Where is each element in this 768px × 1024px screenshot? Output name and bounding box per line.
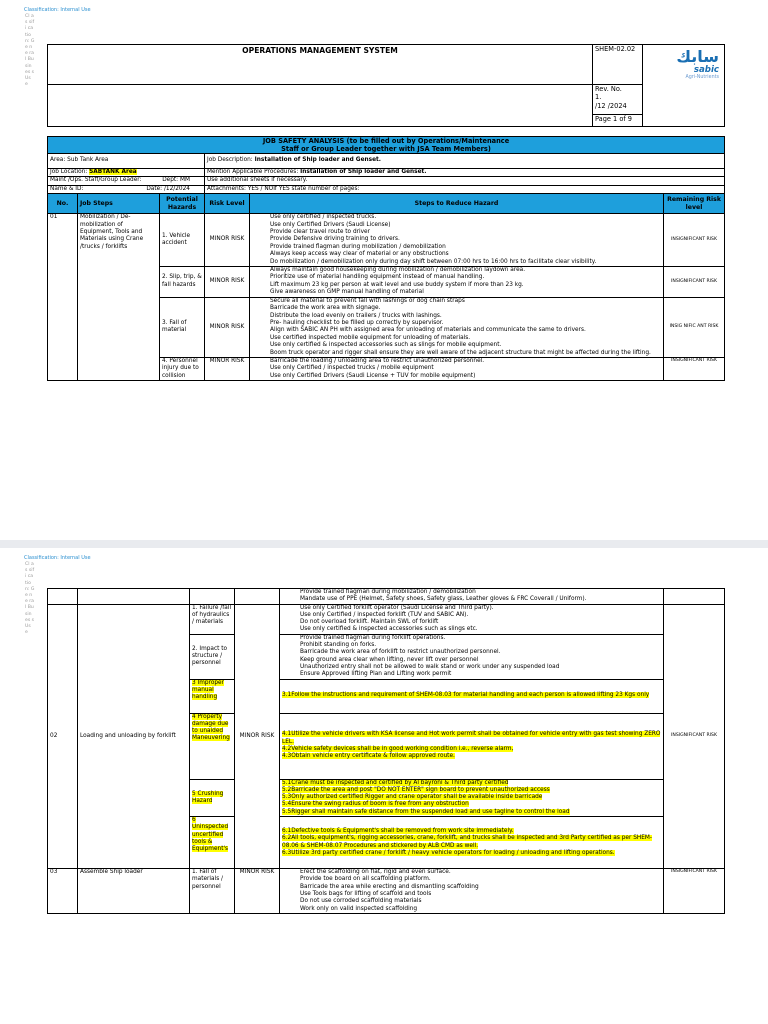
control-step (282, 642, 661, 649)
hazard-controls (280, 634, 664, 679)
column-header-reduce: Steps to Reduce Hazard (250, 194, 664, 214)
remaining-risk: INSIGNIFICANT RISK (664, 869, 725, 914)
risk-level: MINOR RISK (235, 604, 280, 868)
hazard-controls (280, 713, 664, 779)
control-step-number (252, 289, 270, 296)
job-step: Mobilization / De-mobilization of Equipment, Tools and Materials using Crane /trucks / forklifts (78, 214, 160, 381)
hazard: 6 Uninspected uncertified tools & Equipment's (190, 817, 235, 869)
control-step-number (282, 898, 300, 905)
control-step (282, 589, 661, 596)
doc-number: SHEM-02.02 (593, 45, 643, 85)
control-step (282, 794, 661, 801)
jsa-title: JOB SAFETY ANALYSIS (to be filled out by Operations/Maintenance Staff or Group Leader together with JSA Team Members) (48, 137, 725, 154)
hazard: 3. Fall of material (160, 297, 205, 357)
control-step-text: 5.3Only authorized certified Rigger and crane operator shall be available inside barricade (282, 794, 543, 801)
control-step-number (252, 259, 270, 266)
control-step-text: Use only Certified / inspected forklift (TUV and SABIC AN). (300, 611, 469, 618)
control-step-text: Use only Certified forklift operator (Saudi License and Third party). (300, 604, 494, 611)
control-step (252, 274, 661, 281)
job-description-field: Job Description: Installation of Ship loader and Genset. (205, 154, 725, 169)
additional-sheets-note: Use additional sheets if necessary. (205, 177, 725, 185)
control-step-number (252, 320, 270, 327)
control-step-text: Lift maximum 23 kg per person at wait level and use buddy system if more than 23 kg. (270, 281, 524, 288)
control-step-number (252, 335, 270, 342)
hazard: 2. Impact to structure / personnel (190, 634, 235, 679)
remaining-risk: INSIGNIFICANT RISK (664, 214, 725, 267)
control-step-number (282, 589, 300, 596)
control-step-text: Boom truck operator and rigger shall ensure they are well aware of the adjacent structure that might be affected during the lifting. (270, 349, 651, 356)
column-header-steps: Job Steps (78, 194, 160, 214)
hazard-controls (250, 297, 664, 357)
control-step-text: Prohibit standing on forks. (300, 642, 377, 649)
control-step (282, 828, 661, 835)
control-step-text: 4.2Vehicle safety devices shall be in good working condition i.e., reverse alarm, (282, 746, 514, 753)
control-step (282, 884, 661, 891)
control-step (282, 605, 661, 612)
control-step-number (252, 222, 270, 229)
risk-level: MINOR RISK (235, 869, 280, 914)
page-number: Page 1 of 9 (593, 115, 643, 127)
document-subtitle (48, 85, 593, 127)
control-step (282, 876, 661, 883)
hazard: 3 Improper manual handling (190, 679, 235, 713)
page-separator (0, 540, 768, 548)
job-step: Loading and unloading by forklift (78, 604, 190, 868)
remaining-risk: INSIGNIFICANT RISK (664, 357, 725, 380)
hazard: 2. Slip, trip, & fall hazards (160, 267, 205, 298)
control-step-text: Provide clear travel route to driver (270, 229, 371, 236)
control-step (252, 305, 661, 312)
classification-side-strip: Cl as sifi ca tio n: Ge ne ral Bu sin es s Us e (25, 562, 35, 636)
control-step-text: Use only Certified Drivers (Saudi License + TUV for mobile equipment) (270, 372, 476, 379)
control-step-number (252, 282, 270, 289)
area-field: Area: Sub Tank Area (48, 154, 205, 169)
risk-level: MINOR RISK (205, 214, 250, 267)
control-step (252, 298, 661, 305)
control-step-text: Provide trained flagman during mobilization / demobilization (270, 243, 446, 250)
control-step-text: Barricade the work area with signage. (270, 305, 381, 312)
control-step-number (252, 373, 270, 380)
staff-dept-field: Maint /Ops. Staff/Group Leader: Dept: MM (48, 177, 205, 185)
control-step (282, 635, 661, 642)
control-step-number (282, 619, 300, 626)
jsa-table (47, 136, 725, 381)
control-step-text: Prioritize use of material handling equipment instead of manual handling. (270, 274, 485, 281)
control-step (282, 657, 661, 664)
control-step-text: Use only Certified / inspected trucks / mobile equipment (270, 365, 434, 372)
control-step (282, 906, 661, 913)
remaining-risk: INSIG NIFIC ANT RISK (664, 297, 725, 357)
control-step-text: 6.2All tools, equipment's, rigging accessories, crane, forklift, and trucks shall be inspected and 3rd Party certified as per SHEM-08.06 & SHEM-08.07 Procedures and stickered by ALB CMD as well. (282, 835, 652, 849)
classification-label: Classification: Internal Use (24, 7, 91, 13)
control-step-number (252, 298, 270, 305)
control-step-number (282, 612, 300, 619)
control-step (282, 787, 661, 794)
hazard: 5 Crushing Hazard (190, 779, 235, 816)
control-step-number (282, 906, 300, 913)
control-step-text: Do not overload forklift. Maintain SWL of forklift (300, 619, 439, 626)
control-step-text: 5.2Barricade the area and post "DO NOT ENTER" sign board to prevent unauthorized access (282, 786, 550, 793)
hazard: 1. Failure /fall of hydraulics / materials (190, 604, 235, 634)
control-step-text: Barricade the work area of forklift to restrict unauthorized personnel. (300, 649, 501, 656)
row-number: 03 (48, 869, 78, 914)
control-step (282, 869, 661, 876)
control-step (252, 236, 661, 243)
control-step (282, 731, 661, 746)
control-step-text: 4.3Obtain vehicle entry certificate & follow approved route. (282, 753, 455, 760)
control-step-text: 4.1Utilize the vehicle drivers with KSA license and Hot work permit shall be obtained for vehicle entry with gas test showing ZERO LEL. (282, 731, 661, 745)
control-step-number (282, 884, 300, 891)
hazard: 1. Vehicle accident (160, 214, 205, 267)
control-step (252, 373, 661, 380)
control-step-number (252, 305, 270, 312)
control-step-text: Secure all material to prevent fall with lashings or dog chain straps (270, 297, 465, 304)
control-step-text: Use only certified & inspected accessories such as slings for mobile equipment. (270, 342, 502, 349)
control-step-number (252, 229, 270, 236)
control-step-number (282, 869, 300, 876)
control-step-text: Do not use corroded scaffolding materials (300, 898, 422, 905)
hazard-controls (250, 267, 664, 298)
control-step-text: Ensure Approved lifting Plan and Lifting work permit (300, 671, 452, 678)
control-step-number (252, 251, 270, 258)
control-step (252, 365, 661, 372)
control-step (282, 780, 661, 787)
control-step-text: 6.1Defective tools & Equipment's shall be removed from work site immediately. (282, 827, 514, 834)
control-step-text: Provide trained flagman during forklift operations. (300, 634, 446, 641)
control-step-number (252, 267, 270, 274)
control-step-text: Barricade the area while erecting and dismantling scaffolding (300, 883, 479, 890)
remaining-risk: INSIGNIFICANT RISK (664, 604, 725, 868)
control-step-text: Work only on valid inspected scaffolding (300, 905, 418, 912)
control-step-number (282, 626, 300, 633)
control-step-text: Do mobilization / demobilization only during day shift between 07:00 hrs to 16:00 hrs to facilitate clear visibility. (270, 258, 597, 265)
control-step-number (252, 274, 270, 281)
control-step-text: Align with SABIC AN PH with assigned area for unloading of materials and communicate the same to drivers. (270, 327, 586, 334)
remaining-risk: INSIGNIFICANT RISK (664, 267, 725, 298)
document-page-2 (0, 548, 768, 1024)
control-step-text: Give awareness on GMP manual handling of material (270, 289, 424, 296)
control-step-text: Mandate use of PPE (Helmet, Safety shoes, Safety glass, Leather gloves & FRC Coverall / Uniform). (300, 596, 587, 603)
classification-side-strip: Cl as sifi ca tio n: Ge ne ral Bu sin es s Us e (25, 14, 35, 88)
control-step-number (252, 350, 270, 357)
hazard-controls (250, 357, 664, 380)
control-step-text: Erect the scaffolding on flat, rigid and even surface. (300, 869, 451, 876)
control-step (252, 244, 661, 251)
control-step-text: Distribute the load evenly on trailers / trucks with lashings. (270, 312, 442, 319)
control-step-number (252, 327, 270, 334)
control-step (282, 809, 661, 816)
control-step-text: Keep ground area clear when lifting, never lift over personnel (300, 656, 479, 663)
control-step-number (252, 365, 270, 372)
control-step-number (282, 596, 300, 603)
control-step (282, 649, 661, 656)
control-step-text: Barricade the loading / unloading area to restrict unauthorized personnel. (270, 357, 485, 364)
control-step-number (282, 649, 300, 656)
control-step (252, 259, 661, 266)
control-step (252, 282, 661, 289)
hazard: 4. Personnel injury due to collision (160, 357, 205, 380)
control-step-number (282, 642, 300, 649)
control-step (252, 342, 661, 349)
control-step-text: Provide toe board on all scaffolding platform. (300, 876, 431, 883)
control-step-text: Provide trained flagman during mobilization / demobilization (300, 589, 476, 595)
control-step-text: Provide Defensive driving training to drivers. (270, 236, 400, 243)
control-step-text: Use only certified & inspected accessories such as slings etc. (300, 626, 478, 633)
control-step-number (252, 236, 270, 243)
control-step (282, 753, 661, 760)
control-step-text: 6.3Utilize 3rd party certified crane / forklift / heavy vehicle operators for loading / unloading and lifting operations. (282, 849, 615, 856)
control-step-number (252, 244, 270, 251)
row-number: 01 (48, 214, 78, 381)
revision-info: Rev. No. 1. /12 /2024 (593, 85, 643, 115)
control-step (282, 619, 661, 626)
control-step (282, 746, 661, 753)
column-header-hazards: Potential Hazards (160, 194, 205, 214)
hazard-controls (250, 214, 664, 267)
control-step (282, 898, 661, 905)
system-title: OPERATIONS MANAGEMENT SYSTEM (48, 45, 593, 85)
procedures-field: Mention Applicable Procedures: Installation of Ship loader and Genset. (205, 169, 725, 177)
column-header-risk: Risk Level (205, 194, 250, 214)
control-step-text: Always keep access way clear of material or any obstructions (270, 251, 449, 258)
control-step (252, 350, 661, 357)
job-location-field: Job Location: SABTANK Area (48, 169, 205, 177)
control-step-number (252, 342, 270, 349)
control-step-text: Pre- hauling checklist to be filled up correctly by supervisor. (270, 319, 444, 326)
control-step-text: 5.1Crane must be inspected and certified by Al bayroni & Third party certified (282, 779, 509, 786)
control-step (282, 612, 661, 619)
control-step (282, 596, 661, 603)
row-number: 02 (48, 604, 78, 868)
column-header-no: No. (48, 194, 78, 214)
column-header-remaining: Remaining Risk level (664, 194, 725, 214)
document-header (47, 44, 725, 127)
control-step (252, 251, 661, 258)
hazard-controls (280, 589, 664, 605)
control-step (282, 801, 661, 808)
control-step (282, 891, 661, 898)
control-step (252, 358, 661, 365)
control-step-number (252, 358, 270, 365)
job-step: Assemble Ship loader (78, 869, 190, 914)
classification-label: Classification: Internal Use (24, 555, 91, 561)
control-step (252, 267, 661, 274)
control-step (282, 835, 661, 850)
hazard-controls (280, 779, 664, 816)
control-step (252, 229, 661, 236)
control-step-text: Use only certified / inspected trucks. (270, 214, 377, 221)
control-step (252, 320, 661, 327)
control-step (252, 222, 661, 229)
control-step (282, 664, 661, 671)
control-step (252, 335, 661, 342)
control-step-number (282, 664, 300, 671)
control-step (252, 214, 661, 221)
control-step-text: 5.5Rigger shall maintain safe distance from the suspended load and use tagline to control the load (282, 808, 570, 815)
control-step-number (282, 635, 300, 642)
hazard-controls: 3.1Follow the instructions and requirement of SHEM-08.03 for material handling and each person is allowed lifting 23 Kgs only (280, 679, 664, 713)
risk-level: MINOR RISK (205, 297, 250, 357)
control-step-number (252, 313, 270, 320)
control-step (282, 850, 661, 857)
control-step-text: Use Tools bags for lifting of scaffold and tools (300, 890, 432, 897)
control-step (252, 313, 661, 320)
hazard-controls (280, 817, 664, 869)
control-step (252, 327, 661, 334)
control-step-number (252, 214, 270, 221)
control-step-text: Unauthorized entry shall not be allowed to walk stand or work under any suspended load (300, 663, 560, 670)
control-step-text: Use certified inspected mobile equipment for unloading of materials. (270, 334, 471, 341)
risk-level: MINOR RISK (205, 357, 250, 380)
control-step (282, 626, 661, 633)
hazard: 4 Property damage due to unaided Maneuvering (190, 713, 235, 779)
control-step (282, 671, 661, 678)
hazard-controls (280, 604, 664, 634)
control-step-text: Use only Certified Drivers (Saudi License) (270, 221, 391, 228)
control-step (252, 289, 661, 296)
hazard: 1. Fall of materials / personnel (190, 869, 235, 914)
control-step-number (282, 876, 300, 883)
jsa-table-continued (47, 588, 725, 914)
risk-level: MINOR RISK (205, 267, 250, 298)
attachments-field: Attachments: YES / NOIf YES state number of pages: (205, 185, 725, 193)
name-date-field: Name & ID: Date: /12/2024 (48, 185, 205, 193)
sabic-logo: سابك sabic Agri-Nutrients (643, 45, 725, 127)
control-step-text: 5.4Ensure the swing radius of boom is free from any obstruction (282, 801, 469, 808)
hazard-controls (280, 869, 664, 914)
control-step-text: Always maintain good housekeeping during mobilization / demobilization laydown area. (270, 267, 526, 274)
control-step-number (282, 671, 300, 678)
control-step-number (282, 657, 300, 664)
control-step-number (282, 605, 300, 612)
control-step-number (282, 891, 300, 898)
